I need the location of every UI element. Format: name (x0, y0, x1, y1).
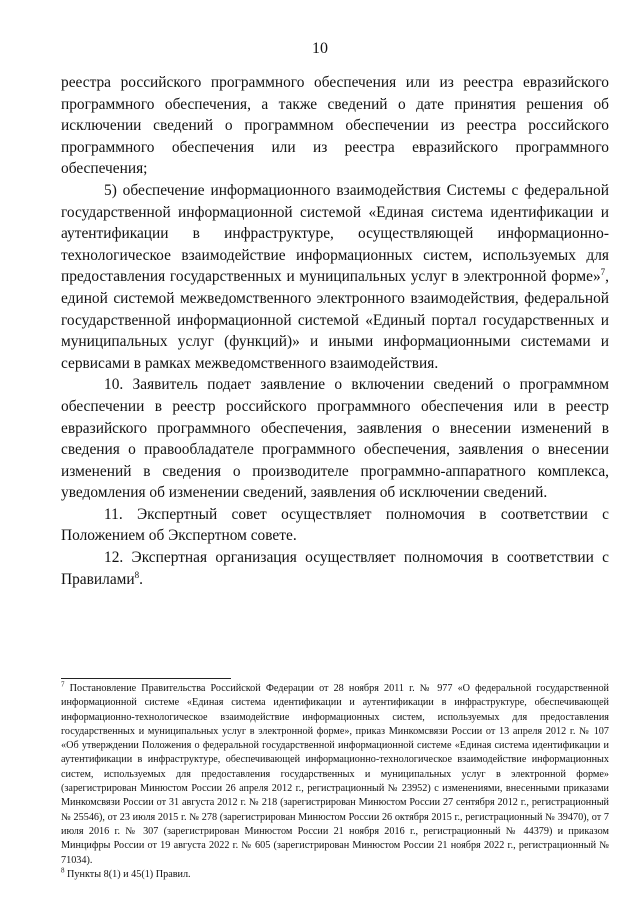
paragraph-text: 11. Экспертный совет осуществляет полномочия в соответствии с Положением об Экспертном совете. (61, 505, 609, 545)
footnotes (61, 682, 609, 882)
footnote-ref-7[interactable]: 7 (600, 267, 606, 278)
footnote-mark: 7 (61, 680, 65, 689)
paragraph-item-11 (61, 504, 609, 547)
paragraph-text: 10. Заявитель подает заявление о включении сведений о программном обеспечении в реестр российского программного обеспечения или в реестр евразийского программного обеспечения, заявления о внесении изменений в сведения о правообладателе программного обеспечения, заявления о внесении изменений в сведения о производителе программно-аппаратного комплекса, уведомления об изменении сведений, заявления об исключении сведений. (61, 376, 609, 502)
paragraph-item-5 (61, 180, 609, 374)
paragraph-text: реестра российского программного обеспечения или из реестра евразийского программного обеспечения, а также сведений о дате принятия решения об исключении сведений о программном обеспечении из реестра российского программного обеспечения или из реестра евразийского программного обеспечения; (61, 74, 609, 178)
paragraph-text: 12. Экспертная организация осуществляет полномочия в соответствии с Правилами (61, 549, 609, 588)
footnote-mark: 8 (61, 866, 65, 875)
page-number: 10 (312, 40, 328, 57)
body-text (61, 72, 609, 590)
paragraph-text-after: . (139, 570, 143, 588)
footnote-7 (61, 682, 609, 868)
footnote-text: Пункты 8(1) и 45(1) Правил. (64, 868, 191, 880)
paragraph-continuation (61, 72, 609, 180)
paragraph-text-after: , единой системой межведомственного электронного взаимодействия, федеральной государственной информационной системой «Единый портал государственных и муниципальных услуг (функций)» и иными информационными системами и сервисами в рамках межведомственного взаимодействия. (61, 268, 609, 372)
footnote-8 (61, 868, 609, 882)
footnote-text: Постановление Правительства Российской Федерации от 28 ноября 2011 г. № 977 «О федеральной государственной информационной системе «Единая система идентификации и аутентификации в инфраструктуре, обеспечивающей информационно-технологическое взаимодействие информационных систем, используемых для предоставления государственных и муниципальных услуг в электронной форме», приказ Минкомсвязи России от 13 апреля 2012 г. № 107 «Об утверждении Положения о федеральной государственной информационной системе «Единая система идентификации и аутентификации в инфраструктуре, обеспечивающей информационно-технологическое взаимодействие информационных систем, используемых для предоставления государственных и муниципальных услуг в электронной форме» (зарегистрирован Минюстом России 26 апреля 2012 г., регистрационный № 23952) с изменениями, внесенными приказами Минкомсвязи России от 31 августа 2012 г. № 218 (зарегистрирован Минюстом России 27 сентября 2012 г., регистрационный № 25546), от 23 июля 2015 г. № 278 (зарегистрирован Минюстом России 26 октября 2015 г., регистрационный № 39470), от 7 июля 2016 г. № 307 (зарегистрирован Минюстом России 21 ноября 2016 г., регистрационный № 44379) и приказом Минцифры России от 19 августа 2022 г. № 605 (зарегистрирован Минюстом России 21 ноября 2022 г., регистрационный № 71034). (61, 683, 609, 866)
footnote-ref-8[interactable]: 8 (134, 569, 140, 580)
paragraph-item-10 (61, 374, 609, 504)
paragraph-item-12 (61, 547, 609, 590)
paragraph-text: 5) обеспечение информационного взаимодействия Системы с федеральной государственной информационной системой «Единая система идентификации и аутентификации в инфраструктуре, осуществляющей информационно-технологическое взаимодействие информационных систем, используемых для предоставления государственных и муниципальных услуг в электронной форме» (61, 181, 609, 286)
footnote-divider (61, 678, 231, 679)
